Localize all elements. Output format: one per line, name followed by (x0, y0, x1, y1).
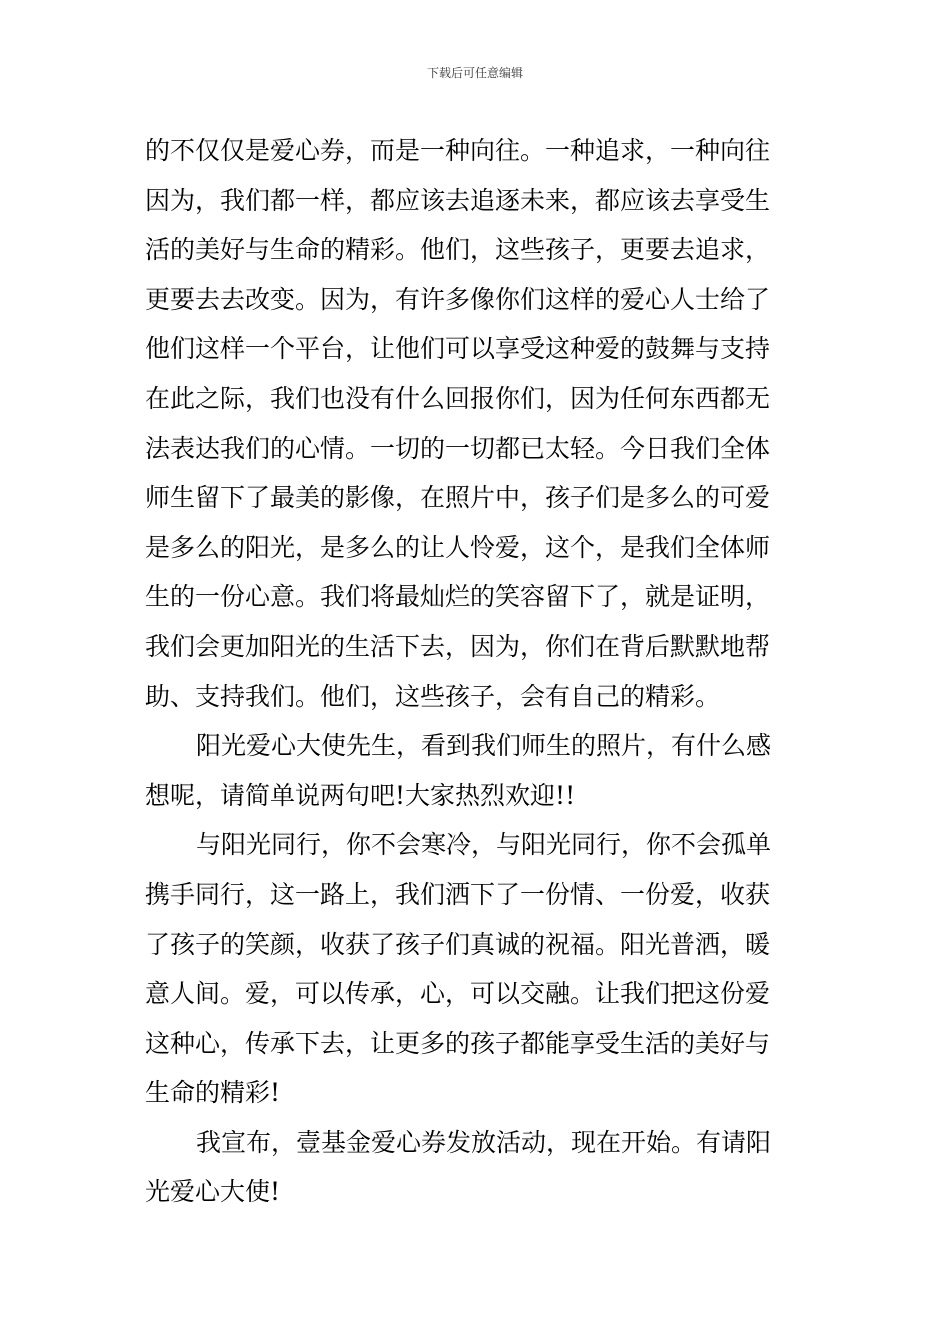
text-line: 生命的精彩! (145, 1078, 281, 1108)
document-body (145, 126, 815, 1217)
text-line: 了孩子的笑颜，收获了孩子们真诚的祝福。阳光普洒，暖 (145, 929, 771, 959)
paragraph-start-line: 与阳光同行，你不会寒冷，与阳光同行，你不会孤单 (196, 830, 772, 860)
text-line: 生的一份心意。我们将最灿烂的笑容留下了，就是证明， (145, 582, 771, 612)
text-line: 携手同行，这一路上，我们洒下了一份情、一份爱，收获 (145, 879, 771, 909)
text-line: 活的美好与生命的精彩。他们，这些孩子，更要去追求， (145, 235, 771, 265)
text-line: 意人间。爱，可以传承，心，可以交融。让我们把这份爱 (145, 979, 771, 1009)
text-line: 助、支持我们。他们，这些孩子，会有自己的精彩。 (145, 681, 721, 711)
text-line: 这种心，传承下去，让更多的孩子都能享受生活的美好与 (145, 1028, 771, 1058)
text-line: 我们会更加阳光的生活下去，因为，你们在背后默默地帮 (145, 631, 771, 661)
text-line: 因为，我们都一样，都应该去追逐未来，都应该去享受生 (145, 185, 771, 215)
text-line: 师生留下了最美的影像，在照片中，孩子们是多么的可爱 (145, 483, 771, 513)
text-line: 的不仅仅是爱心券，而是一种向往。一种追求，一种向往 (145, 136, 771, 165)
text-line: 更要去去改变。因为，有许多像你们这样的爱心人士给了 (145, 284, 771, 314)
header-note: 下载后可任意编辑 (426, 66, 523, 80)
text-line: 在此之际，我们也没有什么回报你们，因为任何东西都无 (145, 383, 771, 413)
paragraph-start-line: 阳光爱心大使先生，看到我们师生的照片，有什么感 (196, 731, 772, 761)
text-line: 光爱心大使! (145, 1177, 281, 1207)
text-line: 是多么的阳光，是多么的让人怜爱，这个，是我们全体师 (145, 532, 771, 562)
text-line: 法表达我们的心情。一切的一切都已太轻。今日我们全体 (145, 433, 771, 463)
text-line: 他们这样一个平台，让他们可以享受这种爱的鼓舞与支持 (145, 334, 771, 364)
text-line: 想呢，请简单说两句吧!大家热烈欢迎!! (145, 780, 576, 810)
paragraph-start-line: 我宣布，壹基金爱心券发放活动，现在开始。有请阳 (196, 1127, 772, 1157)
